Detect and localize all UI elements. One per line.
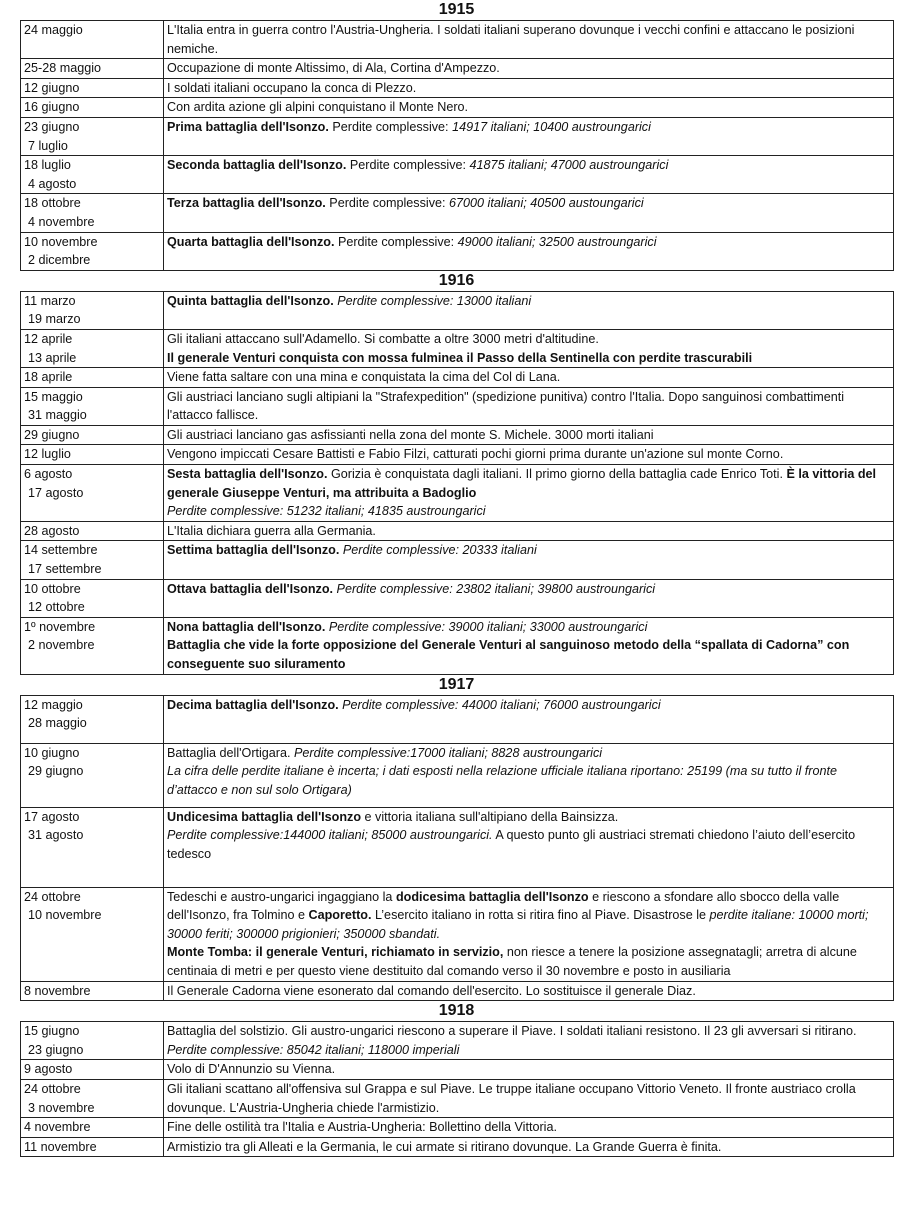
date-cell <box>21 387 164 425</box>
event-line <box>167 541 890 560</box>
table-row <box>21 887 894 981</box>
date-text: 12 ottobre <box>28 600 85 615</box>
date-text: 4 agosto <box>28 176 77 191</box>
event-line <box>167 618 890 637</box>
table-row <box>21 807 894 887</box>
year-heading: 1916 <box>438 271 475 289</box>
event-line <box>167 808 890 827</box>
date-text: 17 agosto <box>24 809 80 824</box>
table-row <box>21 445 894 465</box>
event-cell <box>164 156 894 194</box>
date-text: 10 ottobre <box>24 581 81 596</box>
event-cell <box>164 1137 894 1157</box>
event-text: Quarta battaglia dell'Isonzo. <box>167 234 335 249</box>
table-row <box>21 521 894 541</box>
event-cell <box>164 117 894 155</box>
year-table <box>20 291 894 675</box>
event-text: Perdite complessive: 51232 italiani; 41835 austroungarici <box>167 504 486 519</box>
date-cell <box>21 1022 164 1060</box>
event-text: Perdite complessive:17000 italiani; 8828 austroungarici <box>294 745 603 760</box>
date-text: 1º novembre <box>24 619 96 634</box>
event-text: Volo di D'Annunzio su Vienna. <box>167 1062 336 1077</box>
table-row <box>21 695 894 743</box>
table-row <box>21 425 894 445</box>
event-line <box>167 79 890 98</box>
date-text: 12 aprile <box>24 331 73 346</box>
date-text: 6 agosto <box>24 467 73 482</box>
date-text: 10 novembre <box>24 234 98 249</box>
event-line <box>167 388 890 425</box>
date-cell <box>21 617 164 674</box>
event-text: Undicesima battaglia dell'Isonzo <box>167 809 362 824</box>
event-text: Viene fatta saltare con una mina e conquistata la cima del Col di Lana. <box>167 370 561 385</box>
date-cell <box>21 521 164 541</box>
event-line <box>167 888 890 944</box>
event-cell <box>164 887 894 981</box>
date-text: 24 maggio <box>24 23 83 37</box>
date-text: 31 maggio <box>28 408 87 423</box>
event-text: Fine delle ostilità tra l'Italia e Austria-Ungheria: Bollettino della Vittoria. <box>167 1120 557 1135</box>
date-text: 4 novembre <box>28 214 95 229</box>
event-text: Seconda battaglia dell'Isonzo. <box>167 158 347 173</box>
event-cell <box>164 1060 894 1080</box>
event-line <box>167 426 890 445</box>
date-text: 24 ottobre <box>24 1081 81 1096</box>
date-cell <box>21 156 164 194</box>
date-cell <box>21 194 164 232</box>
date-cell <box>21 117 164 155</box>
event-text: Decima battaglia dell'Isonzo. <box>167 697 339 712</box>
table-row <box>21 1118 894 1138</box>
table-row <box>21 368 894 388</box>
date-cell <box>21 445 164 465</box>
date-text: 18 ottobre <box>24 196 81 211</box>
event-text: Perdite complessive: <box>328 119 453 134</box>
event-line <box>167 502 890 521</box>
date-cell <box>21 232 164 270</box>
table-row <box>21 617 894 674</box>
date-text: 18 aprile <box>24 370 73 385</box>
date-text: 2 novembre <box>28 638 95 653</box>
date-text: 14 settembre <box>24 543 98 558</box>
date-cell <box>21 368 164 388</box>
event-text: 67000 italiani; 40500 austoungarici <box>449 196 644 211</box>
event-cell <box>164 981 894 1001</box>
event-cell <box>164 541 894 579</box>
table-row <box>21 541 894 579</box>
table-row <box>21 387 894 425</box>
event-cell <box>164 425 894 445</box>
event-cell <box>164 78 894 98</box>
event-text: Gli italiani scattano all'offensiva sul Grappa e sul Piave. Le truppe italiane occupano Vittorio Veneto. Il fronte austriaco crolla dovunque. L'Austria-Ungheria chiede l'armistizio. <box>167 1081 856 1115</box>
event-text: non riesce a tenere la posizione assegnatagli; arretra di alcune centinaia di metri e per questo viene destituito dal comando verso il 30 novembre e posto in ausiliaria <box>167 945 857 978</box>
date-cell <box>21 1060 164 1080</box>
table-row <box>21 98 894 118</box>
event-text: La cifra delle perdite italiane è incerta; i dati esposti nella relazione ufficiale italiana riportano: 25199 (ma su tutto il fronte d’attacco e non sul solo Ortigara) <box>167 764 837 797</box>
event-text: 41875 italiani; 47000 austroungarici <box>469 158 669 173</box>
event-cell <box>164 579 894 617</box>
date-cell <box>21 695 164 743</box>
event-cell <box>164 445 894 465</box>
event-line <box>167 636 890 673</box>
event-line <box>167 465 890 502</box>
event-text: I soldati italiani occupano la conca di Plezzo. <box>167 80 417 95</box>
date-cell <box>21 887 164 981</box>
event-text: Perdite complessive: 39000 italiani; 33000 austroungarici <box>325 619 648 634</box>
date-text: 16 giugno <box>24 100 80 115</box>
date-cell <box>21 291 164 329</box>
event-text: Monte Tomba: il generale Venturi, richiamato in servizio, <box>167 945 504 960</box>
event-cell <box>164 59 894 79</box>
date-text: 9 agosto <box>24 1062 73 1077</box>
event-cell <box>164 695 894 743</box>
event-cell <box>164 1022 894 1060</box>
event-text: 14917 italiani; 10400 austroungarici <box>452 119 651 134</box>
event-text: Gorizia è conquistata dagli italiani. Il primo giorno della battaglia cade Enrico Toti. <box>327 467 787 482</box>
event-line <box>167 368 890 387</box>
event-text: L'Italia entra in guerra contro l'Austria-Ungheria. I soldati italiani superano dovunque i vecchi confini e attaccano le posizioni nemiche. <box>167 23 855 56</box>
event-line <box>167 1080 890 1117</box>
event-cell <box>164 1118 894 1138</box>
event-line <box>167 826 890 863</box>
date-cell <box>21 541 164 579</box>
table-row <box>21 156 894 194</box>
event-text: Perdite complessive: <box>325 196 450 211</box>
event-line <box>167 943 890 980</box>
event-line <box>167 982 890 1001</box>
event-line <box>167 1060 890 1079</box>
date-cell <box>21 1079 164 1117</box>
event-cell <box>164 387 894 425</box>
date-text: 13 aprile <box>28 350 77 365</box>
table-row <box>21 232 894 270</box>
event-text: Con ardita azione gli alpini conquistano il Monte Nero. <box>167 100 469 115</box>
year-table <box>20 20 894 271</box>
event-text: Ottava battaglia dell'Isonzo. <box>167 581 334 596</box>
event-line <box>167 744 890 763</box>
date-text: 17 settembre <box>28 562 102 577</box>
date-cell <box>21 981 164 1001</box>
date-text: 11 novembre <box>24 1139 97 1154</box>
date-text: 10 giugno <box>24 745 80 760</box>
date-text: 4 novembre <box>24 1120 91 1135</box>
event-line <box>167 98 890 117</box>
event-text: Battaglia dell'Ortigara. <box>167 745 295 760</box>
event-line <box>167 522 890 541</box>
year-table <box>20 695 894 1002</box>
event-line <box>167 1138 890 1157</box>
event-text: Perdite complessive: <box>346 158 470 173</box>
event-text: Il Generale Cadorna viene esonerato dal comando dell'esercito. Lo sostituisce il generale Diaz. <box>167 983 696 998</box>
event-text: Perdite complessive: 23802 italiani; 39800 austroungarici <box>333 581 656 596</box>
year-heading: 1917 <box>438 675 475 693</box>
event-text: Prima battaglia dell'Isonzo. <box>167 119 329 134</box>
table-row <box>21 579 894 617</box>
event-text: Perdite complessive:144000 italiani; 85000 austroungarici. <box>167 828 493 843</box>
event-text: Tedeschi e austro-ungarici ingaggiano la <box>167 889 396 904</box>
event-text: Quinta battaglia dell'Isonzo. <box>167 293 334 308</box>
date-text: 19 marzo <box>28 312 81 327</box>
event-text: 49000 italiani; 32500 austroungarici <box>457 234 657 249</box>
date-text: 11 marzo <box>24 293 76 308</box>
date-cell <box>21 21 164 59</box>
date-text: 28 agosto <box>24 523 80 538</box>
event-text: Vengono impiccati Cesare Battisti e Fabio Filzi, catturati pochi giorni prima durante un'azione sul monte Corno. <box>167 447 784 462</box>
event-line <box>167 580 890 599</box>
event-text: Perdite complessive: 13000 italiani <box>333 293 532 308</box>
event-line <box>167 233 890 252</box>
event-text: Perdite complessive: 20333 italiani <box>339 543 537 558</box>
table-row <box>21 1022 894 1060</box>
event-line <box>167 1118 890 1137</box>
date-text: 17 agosto <box>28 485 84 500</box>
event-text: Gli austriaci lanciano gas asfissianti nella zona del monte S. Michele. 3000 morti italiani <box>167 427 654 442</box>
year-heading: 1915 <box>438 1 475 18</box>
table-row <box>21 21 894 59</box>
event-text: Gli italiani attaccano sull'Adamello. Si combatte a oltre 3000 metri d'altitudine. <box>167 331 599 346</box>
event-text: Il generale Venturi conquista con mossa fulminea il Passo della Sentinella con perdite trascurabili <box>167 350 753 365</box>
event-text: e vittoria italiana sull'altipiano della Bainsizza. <box>361 809 619 824</box>
event-text: dodicesima battaglia dell'Isonzo <box>395 889 589 904</box>
year-heading: 1918 <box>438 1002 475 1020</box>
event-line <box>167 762 890 799</box>
event-line <box>167 330 890 349</box>
event-line <box>167 696 890 715</box>
date-text: 28 maggio <box>28 716 87 731</box>
event-line <box>167 349 890 368</box>
table-row <box>21 743 894 807</box>
date-text: 25-28 maggio <box>24 61 102 76</box>
event-cell <box>164 743 894 807</box>
event-cell <box>164 807 894 887</box>
event-cell <box>164 1079 894 1117</box>
event-cell <box>164 617 894 674</box>
date-text: 24 ottobre <box>24 889 81 904</box>
table-row <box>21 981 894 1001</box>
date-text: 29 giugno <box>28 764 84 779</box>
table-row <box>21 1060 894 1080</box>
date-cell <box>21 425 164 445</box>
event-cell <box>164 21 894 59</box>
event-text: È la vittoria del generale Giuseppe Venturi, ma attribuita a Badoglio <box>167 467 877 500</box>
event-line <box>167 59 890 78</box>
event-cell <box>164 194 894 232</box>
date-text: 12 maggio <box>24 697 83 712</box>
date-text: 18 luglio <box>24 158 71 173</box>
date-text: 15 giugno <box>24 1024 80 1039</box>
event-text: Terza battaglia dell'Isonzo. <box>167 196 326 211</box>
table-row <box>21 465 894 522</box>
table-row <box>21 1137 894 1157</box>
table-row <box>21 329 894 367</box>
date-cell <box>21 743 164 807</box>
event-text: L’esercito italiano in rotta si ritira fino al Piave. Disastrose le <box>371 908 710 923</box>
date-text: 23 giugno <box>28 1042 84 1057</box>
event-text: Gli austriaci lanciano sugli altipiani la "Strafexpedition" (spedizione punitiva) contro l'Italia. Dopo sanguinosi combattimenti l'attacco fallisce. <box>167 389 845 423</box>
date-cell <box>21 1118 164 1138</box>
event-line <box>167 118 890 137</box>
event-cell <box>164 291 894 329</box>
event-cell <box>164 232 894 270</box>
date-cell <box>21 807 164 887</box>
date-cell <box>21 78 164 98</box>
event-text: Perdite complessive: 44000 italiani; 76000 austroungarici <box>338 697 661 712</box>
event-text: Perdite complessive: 85042 italiani; 118000 imperiali <box>167 1042 460 1057</box>
date-text: 2 dicembre <box>28 253 91 268</box>
date-text: 3 novembre <box>28 1100 95 1115</box>
event-text: Battaglia che vide la forte opposizione del Generale Venturi al sanguinoso metodo della “spallata di Cadorna” con conseguente suo siluramento <box>167 638 850 671</box>
date-text: 31 agosto <box>28 828 84 843</box>
event-text: perdite italiane: 10000 morti; 30000 feriti; 300000 prigionieri; 350000 sbandati. <box>167 908 869 941</box>
event-cell <box>164 329 894 367</box>
event-line <box>167 445 890 464</box>
event-text: Nona battaglia dell'Isonzo. <box>167 619 326 634</box>
event-text: e riescono a sfondare allo sbocco della valle dell'Isonzo, fra Tolmino e <box>167 889 840 923</box>
date-text: 23 giugno <box>24 119 80 134</box>
year-table <box>20 1021 894 1157</box>
event-line <box>167 292 890 311</box>
table-row <box>21 117 894 155</box>
date-cell <box>21 59 164 79</box>
event-line <box>167 194 890 213</box>
date-text: 12 luglio <box>24 447 71 462</box>
date-text: 8 novembre <box>24 983 91 998</box>
event-cell <box>164 368 894 388</box>
date-cell <box>21 579 164 617</box>
event-text: L'Italia dichiara guerra alla Germania. <box>167 523 376 538</box>
event-text: Sesta battaglia dell'Isonzo. <box>167 467 328 482</box>
table-row <box>21 291 894 329</box>
date-cell <box>21 1137 164 1157</box>
table-row <box>21 1079 894 1117</box>
event-cell <box>164 521 894 541</box>
event-text: Settima battaglia dell'Isonzo. <box>167 543 340 558</box>
table-row <box>21 59 894 79</box>
event-cell <box>164 465 894 522</box>
table-row <box>21 78 894 98</box>
date-cell <box>21 329 164 367</box>
event-line <box>167 21 890 58</box>
date-text: 7 luglio <box>28 138 68 153</box>
event-text: Caporetto. <box>308 908 372 923</box>
event-cell <box>164 98 894 118</box>
date-cell <box>21 98 164 118</box>
date-text: 15 maggio <box>24 389 83 404</box>
event-text: Occupazione di monte Altissimo, di Ala, Cortina d'Ampezzo. <box>167 61 500 76</box>
event-text: Armistizio tra gli Alleati e la Germania, le cui armate si ritirano dovunque. La Grande Guerra è finita. <box>167 1139 722 1154</box>
date-text: 12 giugno <box>24 80 80 95</box>
event-text: Battaglia del solstizio. Gli austro-ungarici riescono a superare il Piave. I soldati italiani resistono. Il 23 gli avversari si ritirano. <box>167 1024 857 1039</box>
table-row <box>21 194 894 232</box>
date-text: 10 novembre <box>28 908 102 923</box>
event-line <box>167 1022 890 1059</box>
event-text: Perdite complessive: <box>334 234 458 249</box>
date-text: 29 giugno <box>24 427 80 442</box>
event-text: A questo punto gli austriaci stremati chiedono l’aiuto dell’esercito tedesco <box>167 828 856 861</box>
event-line <box>167 156 890 175</box>
date-cell <box>21 465 164 522</box>
